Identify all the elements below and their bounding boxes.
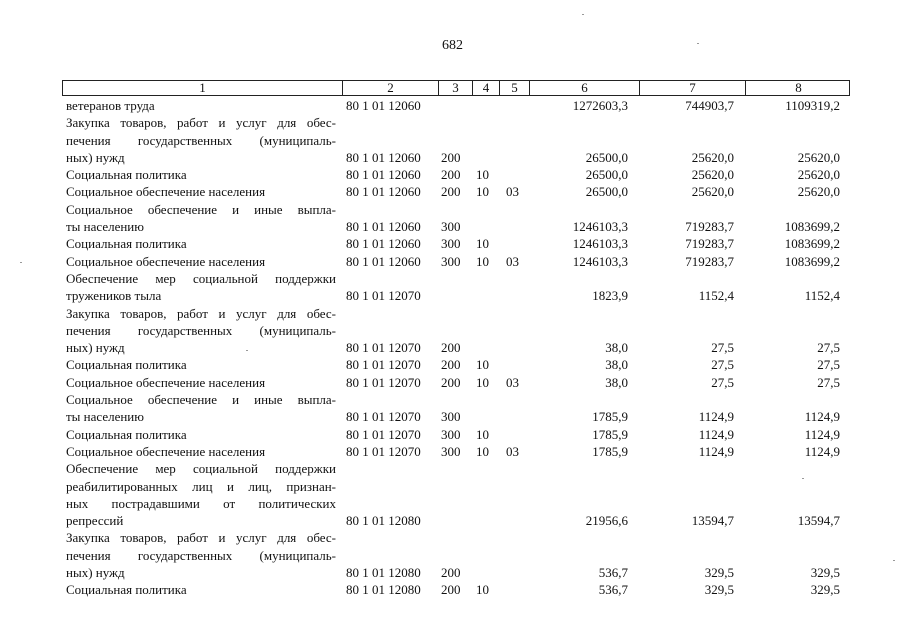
target-article-code: 80 1 01 12070 [346,443,421,459]
amount-col-8: 13594,7 [797,513,840,529]
amount-col-7: 25620,0 [691,149,734,165]
description-line: тружеников тыла [66,288,162,304]
table-row [66,114,846,166]
description-line: Социальная политика [66,167,187,183]
row-description [66,97,336,114]
amount-col-6: 1785,9 [592,426,628,442]
row-description [66,253,336,270]
table-row [66,270,846,305]
column-header-6: 6 [530,81,640,95]
table-row [66,581,846,598]
expense-type: 200 [441,357,461,373]
description-line: Закупка товаров, работ и услуг для обес- [66,115,336,131]
amount-col-7: 27,5 [711,357,734,373]
amount-col-7: 27,5 [711,374,734,390]
amount-col-6: 26500,0 [585,167,628,183]
target-article-code: 80 1 01 12070 [346,288,421,304]
expense-type: 200 [441,582,461,598]
amount-col-8: 1124,9 [804,409,840,425]
amount-col-7: 1124,9 [698,426,734,442]
description-line: печения государственных (муниципаль- [66,132,336,148]
table-row [66,426,846,443]
expense-type: 200 [441,167,461,183]
description-line: Обеспечение мер социальной поддержки [66,270,336,286]
table-row [66,460,846,529]
amount-col-6: 1246103,3 [572,236,628,252]
table-row [66,305,846,357]
amount-col-6: 1246103,3 [572,219,628,235]
amount-col-6: 1272603,3 [572,98,628,113]
amount-col-8: 1083699,2 [784,219,840,235]
target-article-code: 80 1 01 12070 [346,409,421,425]
description-line: Социальная политика [66,426,187,442]
scan-speck [20,262,22,263]
target-article-code: 80 1 01 12060 [346,184,421,200]
amount-col-7: 27,5 [711,340,734,356]
amount-col-7: 25620,0 [691,184,734,200]
table-row [66,97,846,114]
subsection-code: 03 [506,253,519,269]
column-header-4: 4 [473,81,500,95]
row-description [66,356,336,373]
amount-col-7: 719283,7 [685,219,734,235]
section-code: 10 [476,426,489,442]
amount-col-8: 25620,0 [797,149,840,165]
amount-col-6: 1246103,3 [572,253,628,269]
row-description [66,443,336,460]
expense-type: 300 [441,219,461,235]
description-line: Социальная политика [66,236,187,252]
table-row [66,253,846,270]
section-code: 10 [476,167,489,183]
amount-col-8: 27,5 [817,357,840,373]
row-description [66,305,336,357]
amount-col-6: 1785,9 [592,443,628,459]
amount-col-8: 1083699,2 [784,253,840,269]
scan-speck [582,14,584,15]
page-number: 682 [442,38,463,53]
amount-col-6: 1785,9 [592,409,628,425]
row-description [66,201,336,236]
description-line: ты населению [66,409,144,425]
table-row [66,391,846,426]
scan-speck [246,350,248,351]
description-line: Социальная политика [66,357,187,373]
target-article-code: 80 1 01 12070 [346,340,421,356]
amount-col-7: 744903,7 [685,98,734,113]
scan-speck [893,560,895,561]
target-article-code: 80 1 01 12070 [346,357,421,373]
expense-type: 200 [441,374,461,390]
target-article-code: 80 1 01 12060 [346,219,421,235]
amount-col-6: 38,0 [605,357,628,373]
row-description [66,270,336,305]
amount-col-6: 38,0 [605,374,628,390]
expense-type: 300 [441,409,461,425]
amount-col-8: 25620,0 [797,184,840,200]
description-line: Социальная политика [66,582,187,598]
table-row [66,183,846,200]
row-description [66,235,336,252]
expense-type: 300 [441,253,461,269]
row-description [66,374,336,391]
target-article-code: 80 1 01 12060 [346,167,421,183]
description-line: Социальное обеспечение населения [66,184,266,200]
description-line: реабилитированных лиц и лиц, признан- [66,478,336,494]
amount-col-8: 27,5 [817,340,840,356]
table-row [66,443,846,460]
target-article-code: 80 1 01 12080 [346,513,421,529]
description-line: Обеспечение мер социальной поддержки [66,461,336,477]
table-row [66,235,846,252]
section-code: 10 [476,184,489,200]
description-line: ных пострадавшими от политических [66,495,336,511]
column-header-3: 3 [439,81,473,95]
amount-col-6: 536,7 [598,582,628,598]
target-article-code: 80 1 01 12060 [346,98,421,113]
table-row [66,529,846,581]
amount-col-6: 26500,0 [585,184,628,200]
amount-col-6: 1823,9 [592,288,628,304]
amount-col-7: 1152,4 [698,288,734,304]
description-line: Социальное обеспечение населения [66,253,266,269]
amount-col-8: 1109319,2 [785,98,840,113]
amount-col-6: 21956,6 [585,513,628,529]
amount-col-7: 1124,9 [698,443,734,459]
amount-col-6: 536,7 [598,565,628,581]
section-code: 10 [476,236,489,252]
subsection-code: 03 [506,443,519,459]
description-line: ветеранов труда [66,98,155,113]
description-line: Социальное обеспечение населения [66,374,266,390]
description-line: ты населению [66,219,144,235]
target-article-code: 80 1 01 12080 [346,565,421,581]
expense-type: 300 [441,236,461,252]
description-line: ных) нужд [66,340,125,356]
table-row [66,166,846,183]
amount-col-6: 26500,0 [585,149,628,165]
table-row [66,356,846,373]
target-article-code: 80 1 01 12080 [346,582,421,598]
target-article-code: 80 1 01 12070 [346,374,421,390]
amount-col-8: 1124,9 [804,426,840,442]
amount-col-7: 329,5 [704,565,734,581]
section-code: 10 [476,582,489,598]
amount-col-6: 38,0 [605,340,628,356]
target-article-code: 80 1 01 12060 [346,253,421,269]
row-description [66,391,336,426]
description-line: Социальное обеспечение и иные выпла- [66,392,336,408]
row-description [66,114,336,166]
amount-col-7: 25620,0 [691,167,734,183]
subsection-code: 03 [506,184,519,200]
target-article-code: 80 1 01 12070 [346,426,421,442]
amount-col-7: 719283,7 [685,253,734,269]
amount-col-8: 1152,4 [804,288,840,304]
description-line: печения государственных (муниципаль- [66,547,336,563]
description-line: Социальное обеспечение и иные выпла- [66,201,336,217]
expense-type: 300 [441,426,461,442]
row-description [66,529,336,581]
row-description [66,166,336,183]
amount-col-8: 329,5 [810,582,840,598]
amount-col-8: 25620,0 [797,167,840,183]
scan-speck [697,43,699,44]
section-code: 10 [476,357,489,373]
section-code: 10 [476,443,489,459]
description-line: репрессий [66,513,124,529]
section-code: 10 [476,253,489,269]
scan-speck [802,478,804,479]
column-header-2: 2 [343,81,439,95]
section-code: 10 [476,374,489,390]
expense-type: 200 [441,340,461,356]
column-header-8: 8 [795,80,802,95]
expense-type: 200 [441,149,461,165]
table-row [66,374,846,391]
description-line: Закупка товаров, работ и услуг для обес- [66,530,336,546]
amount-col-8: 1124,9 [804,443,840,459]
description-line: ных) нужд [66,565,125,581]
amount-col-7: 719283,7 [685,236,734,252]
amount-col-7: 1124,9 [698,409,734,425]
amount-col-7: 13594,7 [691,513,734,529]
row-description [66,460,336,529]
description-line: Социальное обеспечение населения [66,443,266,459]
subsection-code: 03 [506,374,519,390]
row-description [66,581,336,598]
amount-col-7: 329,5 [704,582,734,598]
expense-type: 200 [441,565,461,581]
description-line: Закупка товаров, работ и услуг для обес- [66,305,336,321]
amount-col-8: 27,5 [817,374,840,390]
target-article-code: 80 1 01 12060 [346,149,421,165]
description-line: ных) нужд [66,149,125,165]
target-article-code: 80 1 01 12060 [346,236,421,252]
amount-col-8: 329,5 [810,565,840,581]
expense-type: 200 [441,184,461,200]
row-description [66,426,336,443]
column-header-1: 1 [63,81,343,95]
table-header-row [62,80,850,96]
expense-type: 300 [441,443,461,459]
row-description [66,183,336,200]
table-row [66,201,846,236]
budget-table-body [66,97,846,599]
amount-col-8: 1083699,2 [784,236,840,252]
column-header-5: 5 [500,81,530,95]
column-header-7: 7 [640,81,746,95]
description-line: печения государственных (муниципаль- [66,322,336,338]
